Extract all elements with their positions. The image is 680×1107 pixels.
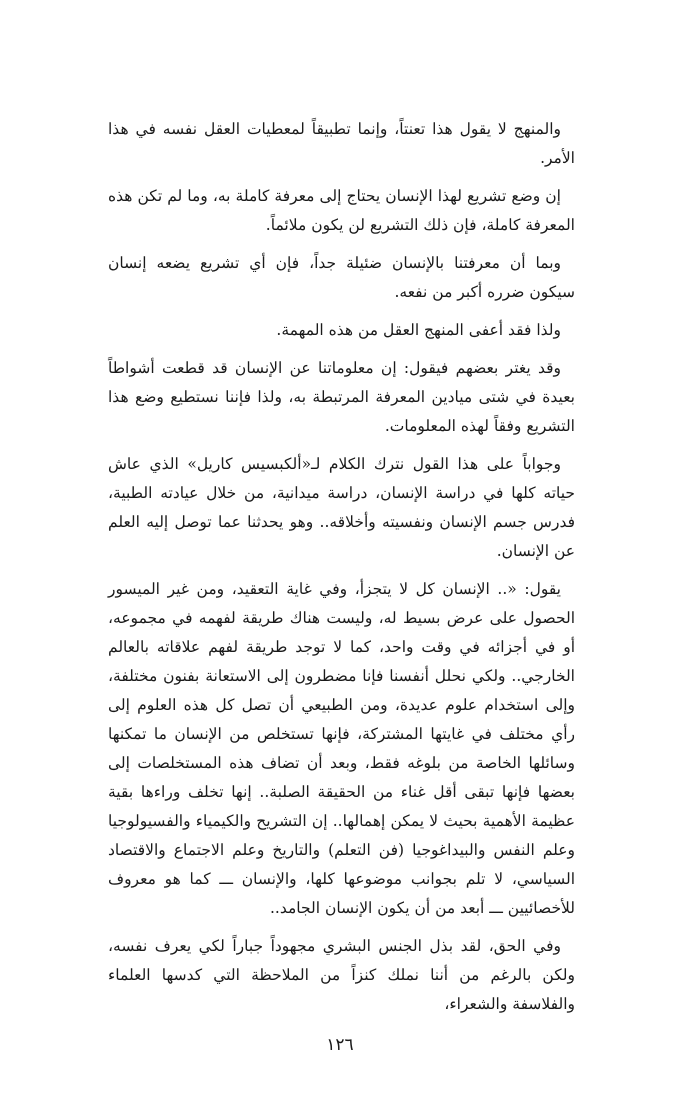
body-text [108, 115, 575, 1028]
paragraph: ولذا فقد أعفى المنهج العقل من هذه المهمة. [276, 321, 561, 339]
page-number: ١٢٦ [326, 1035, 354, 1055]
paragraph: وقد يغتر بعضهم فيقول: إن معلوماتنا عن الإنسان قد قطعت أشواطاً بعيدة في شتى ميادين المعرفة المرتبطة به، ولذا فإننا نستطيع وضع هذا التشريع وفقاً لهذه المعلومات. [108, 359, 575, 435]
paragraph: وفي الحق، لقد بذل الجنس البشري مجهوداً جباراً لكي يعرف نفسه، ولكن بالرغم من أننا نملك كنزاً من الملاحظة التي كدسها العلماء والفلاسفة والشعراء، [108, 937, 575, 1013]
paragraph: وبما أن معرفتنا بالإنسان ضئيلة جداً، فإن أي تشريع يضعه إنسان سيكون ضرره أكبر من نفعه. [108, 254, 575, 301]
paragraph: يقول: «.. الإنسان كل لا يتجزأ، وفي غاية التعقيد، ومن غير الميسور الحصول على عرض بسيط له، وليست هناك طريقة لفهمه في مجموعه، أو في أجزائه في وقت واحد، كما لا توجد طريقة لفهم علاقاته بالعالم الخارجي.. ولكي نحلل أنفسنا فإنا مضطرون إلى الاستعانة بفنون مختلفة، وإلى استخدام علوم عديدة، ومن الطبيعي أن تصل كل هذه العلوم إلى رأي مختلف في غايتها المشتركة، فإنها تستخلص من الإنسان ما تمكنها وسائلها الخاصة من بلوغه فقط، وبعد أن تضاف هذه المستخلصات إلى بعضها فإنها تبقى أقل غناء من الحقيقة الصلبة.. إنها تخلف وراءها بقية عظيمة الأهمية بحيث لا يمكن إهمالها.. إن التشريح والكيمياء والفسيولوجيا وعلم النفس والبيداغوجيا (فن التعلم) والتاريخ وعلم الاجتماع والاقتصاد السياسي، لا تلم بجوانب موضوعها كلها، والإنسان ـــ كما هو معروف للأخصائيين ـــ أبعد من أن يكون الإنسان الجامد.. [108, 580, 575, 917]
paragraph: وجواباً على هذا القول نترك الكلام لـ«ألكبسيس كاريل» الذي عاش حياته كلها في دراسة الإنسان، دراسة ميدانية، من خلال عيادته الطبية، فدرس جسم الإنسان ونفسيته وأخلاقه.. وهو يحدثنا عما توصل إليه العلم عن الإنسان. [108, 455, 575, 560]
paragraph: إن وضع تشريع لهذا الإنسان يحتاج إلى معرفة كاملة به، وما لم تكن هذه المعرفة كاملة، فإن ذلك التشريع لن يكون ملائماً. [108, 187, 575, 234]
paragraph: والمنهج لا يقول هذا تعنتاً، وإنما تطبيقاً لمعطيات العقل نفسه في هذا الأمر. [108, 120, 575, 167]
